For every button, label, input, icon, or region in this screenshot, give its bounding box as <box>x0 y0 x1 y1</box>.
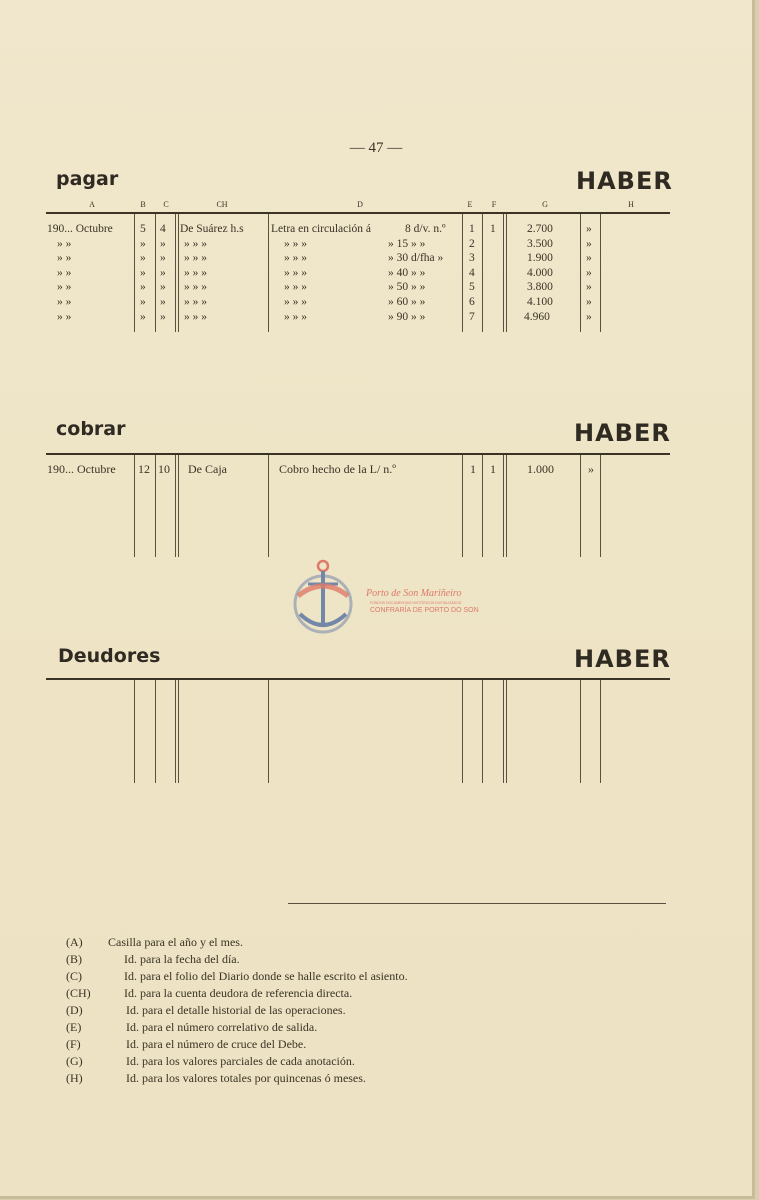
cobrar-row: 190... Octubre 12 10 De Caja Cobro hecho de la L/ n.º 1 1 1.000 » <box>47 462 594 476</box>
pagar-row: » » » » » » » » » » » 90 » » 7 4.960 » <box>57 311 592 323</box>
section-rule-cobrar <box>46 453 670 455</box>
pagar-row: » » » » » » » » » » » 50 » » 5 3.800 » <box>57 281 592 293</box>
column-letters <box>0 200 752 212</box>
haber-heading-deudores: HABER <box>574 645 671 673</box>
col-letter-e: E <box>467 200 473 209</box>
section-title-deudores: Deudores <box>58 645 161 667</box>
col-letter-d: D <box>357 200 363 209</box>
watermark-subtitle: FONDOS DOCUMENTAIS HISTÓRICOS DIXITALIZADOS <box>370 601 462 605</box>
section-title-pagar: pagar <box>56 168 119 190</box>
haber-heading-cobrar: HABER <box>574 419 671 447</box>
watermark-org: CONFRARÍA DE PORTO DO SON <box>370 607 479 614</box>
watermark-brand: Porto de Son Mariñeiro <box>366 588 462 599</box>
col-letter-f: F <box>491 200 497 209</box>
watermark <box>290 556 479 646</box>
anchor-seal-icon <box>290 556 360 646</box>
pagar-row: » » » » » » » » » » » 60 » » 6 4.100 » <box>57 296 592 308</box>
pagar-row: » » » » » » » » » » » 30 d/fha » 3 1.900 » <box>57 252 592 264</box>
col-letter-h: H <box>628 200 634 209</box>
col-letter-b: B <box>140 200 146 209</box>
pagar-row: » » » » » » » » » » » 15 » » 2 3.500 » <box>57 238 592 250</box>
section-rule-pagar <box>46 212 670 214</box>
pagar-row: » » » » » » » » » » » 40 » » 4 4.000 » <box>57 267 592 279</box>
col-letter-ch: CH <box>216 200 228 209</box>
col-letter-c: C <box>163 200 169 209</box>
col-letter-a: A <box>89 200 95 209</box>
section-title-cobrar: cobrar <box>56 418 126 440</box>
separator-line <box>288 903 666 904</box>
page-number: — 47 — <box>349 140 403 156</box>
col-letter-g: G <box>542 200 548 209</box>
haber-heading-pagar: HABER <box>576 167 673 195</box>
ledger-page: — 47 — pagar HABER A B C CH D E F G H 190... Octubre 5 4 De Suárez h.s Letra en circulación á 8 d/v. n.º 1 1 2.700 » » » » » » » » » » » » 15 » » 2 3.500 » » » » » » » » » » » » 30 d/fha » 3 1.900 » » » » » » » » » » » » 40 » » 4 4.000 » » » » » » » » » » » » 50 » » 5 3.800 » » » » » » » » » » » » 60 » » 6 4.100 » » » » » » » » » » » » 90 » » 7 4.960 » cobrar HABER 190... Octubre 12 10 De Caja Cobro hecho de la L/ n.º 1 1 1.000 » Porto de Son Mariñeiro FONDOS DOCUMENTAIS HISTÓRICOS DIXITALIZADOS CONFRARÍA DE PORTO DO SON Deudores HABER (A) Casilla para el año y el mes. (B) Id. para la fecha del día. (C) Id. para el folio del Diario donde se halle escrito el asiento. (CH) Id. para la cuenta deudora de referencia directa. (D) Id. para el detalle historial de las operaciones. (E) Id. para el número correlativo de salida. (F) Id. para el número de cruce del Debe. (G) Id. para los valores parciales de cada anotación. (H) Id. para los valores totales por quincenas ó meses. <box>0 0 755 1199</box>
section-rule-deudores <box>46 678 670 680</box>
pagar-row: 190... Octubre 5 4 De Suárez h.s Letra en circulación á 8 d/v. n.º 1 1 2.700 » <box>47 223 592 235</box>
